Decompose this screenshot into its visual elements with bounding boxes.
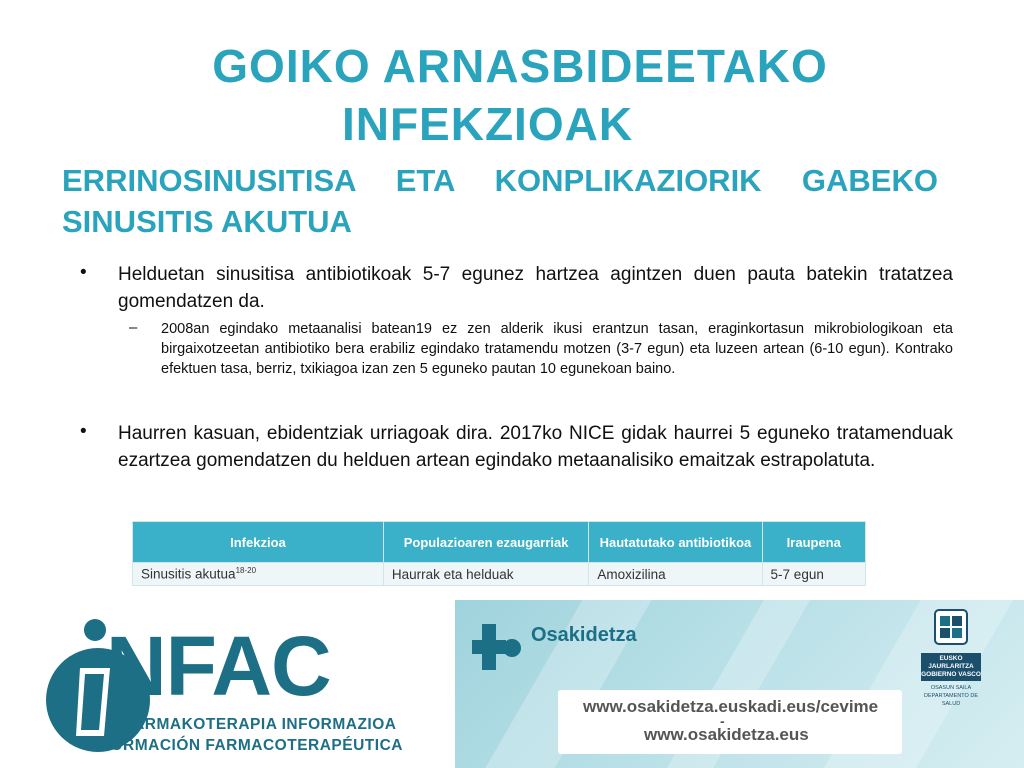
gobierno-vasco-shield-icon [921,608,981,648]
link-osakidetza[interactable]: www.osakidetza.eus [644,725,809,744]
sub-bullet-marker: – [129,319,138,336]
osakidetza-name: Osakidetza [531,624,637,646]
gov-department: OSASUN SAILA DEPARTAMENTO DE SALUD [924,685,978,707]
page-title-line2: INFEKZIOAK [341,98,634,150]
gov-label: EUSKO JAURLARITZA GOBIERNO VASCO [921,653,981,681]
page-subtitle: ERRINOSINUSITISA ETA KONPLIKAZIORIK GABEKO SINUSITIS AKUTUA [62,163,938,239]
link-cevime[interactable]: www.osakidetza.euskadi.eus/cevime [583,697,879,716]
url-separator: - [720,713,725,729]
bullet-marker: • [80,421,87,442]
sub-bullet-text-metaanalysis: 2008an egindako metaanalisi batean19 ez zen alderik ikusi erantzun tasan, eraginkortasun mikrobiologikoan eta birgaixotzeetan antibiotiko bera erabiliz egindako tratamendu motzen (3-7 egun) eta luzeen artean (6-10 egun). Kontrako efektuen tasa, berriz, txikiagoa izan zen 5 eguneko pautan 10 egunekoan baino. [161,321,953,377]
bullet-marker: • [80,262,87,283]
table-header-antibiotic: Hautatutako antibiotikoa [589,522,762,563]
infac-subtitle-es: INFORMACIÓN FARMACOTERAPÉUTICA [84,737,403,754]
table-cell-antibiotic: Amoxizilina [589,563,762,586]
table-cell-infection: Sinusitis akutua$^{18-20}$ [133,563,384,586]
bullet-text-children: Haurren kasuan, ebidentziak urriagoak dira. 2017ko NICE gidak haurrei 5 eguneko tratamenduak ezartzea gomendatzen du helduen artean egindako metaanalisiko emaitzak estrapolatuta. [118,423,953,471]
infac-logo-text: NFAC [106,619,331,713]
page-title-line1: GOIKO ARNASBIDEETAKO [212,40,828,92]
bullet-text-adults: Helduetan sinusitisa antibiotikoak 5-7 egunez hartzea agintzen duen pauta batekin tratatzea gomendatzen da. [118,264,953,312]
infac-subtitle-eu: FARMAKOTERAPIA INFORMAZIOA [124,716,397,733]
table-row [133,563,866,586]
gobierno-vasco-logo [921,608,981,708]
table-cell-population: Haurrak eta helduak [383,563,588,586]
table-header-duration: Iraupena [762,522,865,563]
table-header-population: Populazioaren ezaugarriak [383,522,588,563]
table-cell-duration: 5-7 egun [762,563,865,586]
osakidetza-cross-icon [468,620,528,680]
table-header-infection: Infekzioa [133,522,384,563]
treatment-table [132,521,866,586]
table-header-row [133,522,866,563]
reference-superscript: 18-20 [235,566,257,576]
